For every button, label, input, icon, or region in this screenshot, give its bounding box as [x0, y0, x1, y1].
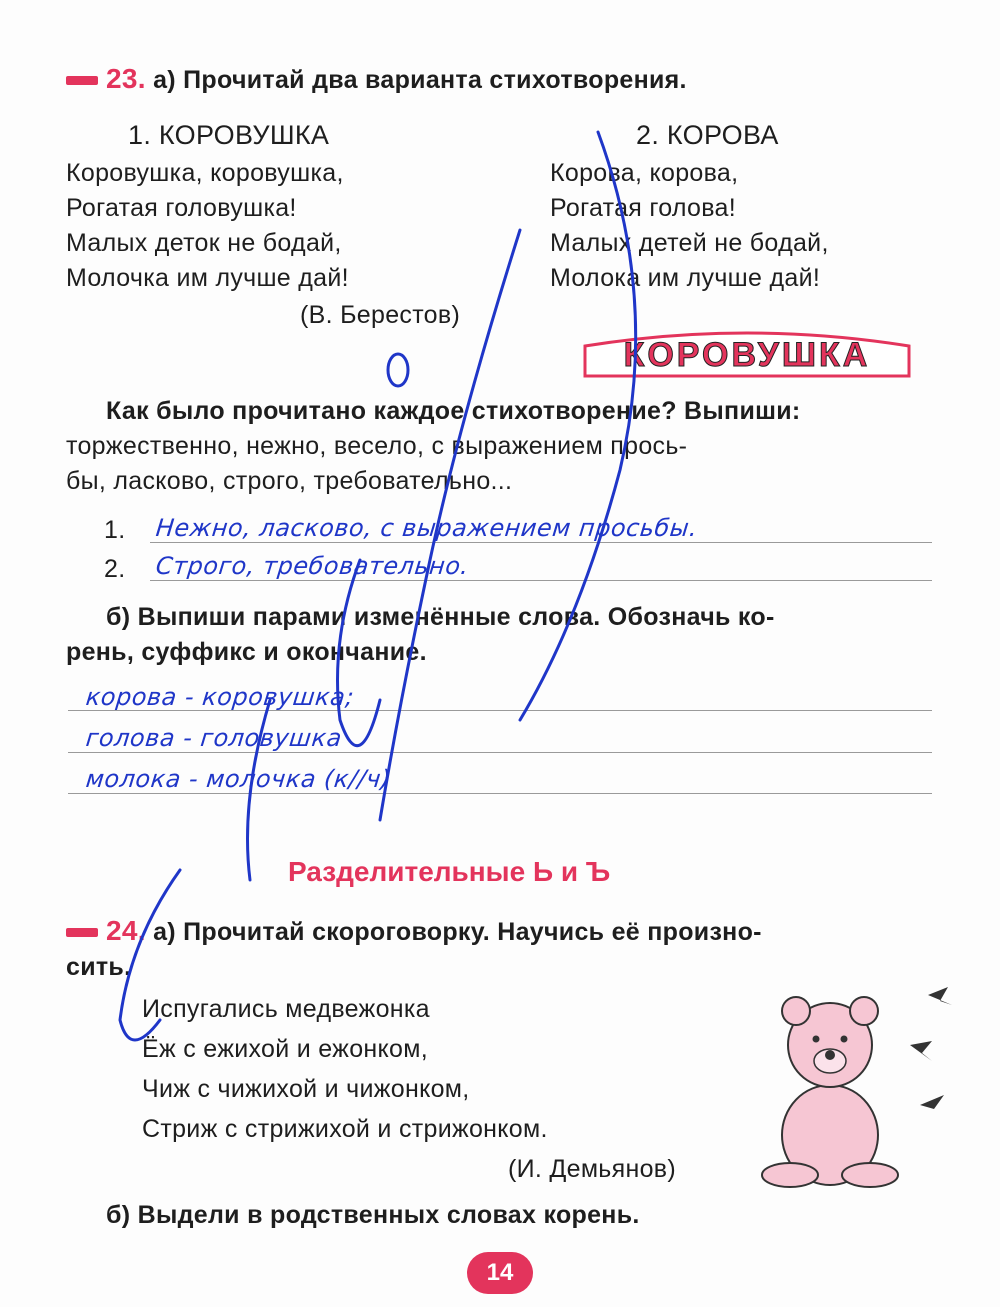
handwritten-pair: молока - молочка (к//ч)	[84, 765, 393, 793]
part-b-line: б) Выпиши парами изменённые слова. Обозначь ко-	[106, 603, 775, 631]
tongue-twister-line: Стриж с стрижихой и стрижонком.	[142, 1115, 548, 1143]
task-instruction: а) Прочитай скороговорку. Научись её произно-	[153, 918, 762, 946]
task-instruction: а) Прочитай два варианта стихотворения.	[153, 66, 687, 94]
poem1-author: (В. Берестов)	[300, 301, 461, 329]
task-number: 24.	[106, 915, 146, 946]
handwritten-pair: голова - головушка	[84, 724, 344, 752]
tongue-twister-author: (И. Демьянов)	[508, 1155, 676, 1183]
task-number: 23.	[106, 63, 146, 94]
handwritten-pair: корова - коровушка;	[84, 683, 356, 711]
tongue-twister-line: Чиж с чижихой и чижонком,	[142, 1075, 470, 1103]
handwritten-answer: Нежно, ласково, с выражением просьбы.	[154, 514, 699, 542]
poem1-line: Малых деток не бодай,	[66, 229, 342, 257]
page-number: 14	[467, 1252, 533, 1294]
tongue-twister-line: Ёж с ежихой и ежонком,	[142, 1035, 428, 1063]
section-title: Разделительные Ь и Ъ	[288, 856, 611, 887]
poem2-line: Рогатая голова!	[550, 194, 737, 222]
part-b-instruction: б) Выдели в родственных словах корень.	[106, 1201, 640, 1229]
handwritten-answer: Строго, требовательно.	[154, 552, 471, 580]
poem1-line: Коровушка, коровушка,	[66, 159, 344, 187]
poem2-line: Малых детей не бодай,	[550, 229, 829, 257]
poem2-line: Корова, корова,	[550, 159, 739, 187]
poem2-line: Молока им лучше дай!	[550, 264, 821, 292]
question-line: торжественно, нежно, весело, с выражением прось-	[66, 432, 688, 460]
part-b-line: рень, суффикс и окончание.	[66, 638, 427, 666]
poem1-line: Молочка им лучше дай!	[66, 264, 349, 292]
question-line: Как было прочитано каждое стихотворение? Выпиши:	[106, 397, 801, 425]
tongue-twister-line: Испугались медвежонка	[142, 995, 430, 1023]
task-instruction-cont: сить.	[66, 953, 132, 981]
banner-text: КОРОВУШКА	[623, 336, 871, 374]
answer-number: 2.	[104, 555, 126, 583]
poem1-title: 1. КОРОВУШКА	[128, 120, 330, 150]
poem2-title: 2. КОРОВА	[636, 120, 779, 150]
poem1-line: Рогатая головушка!	[66, 194, 297, 222]
question-line: бы, ласково, строго, требовательно...	[66, 467, 513, 495]
answer-number: 1.	[104, 516, 126, 544]
